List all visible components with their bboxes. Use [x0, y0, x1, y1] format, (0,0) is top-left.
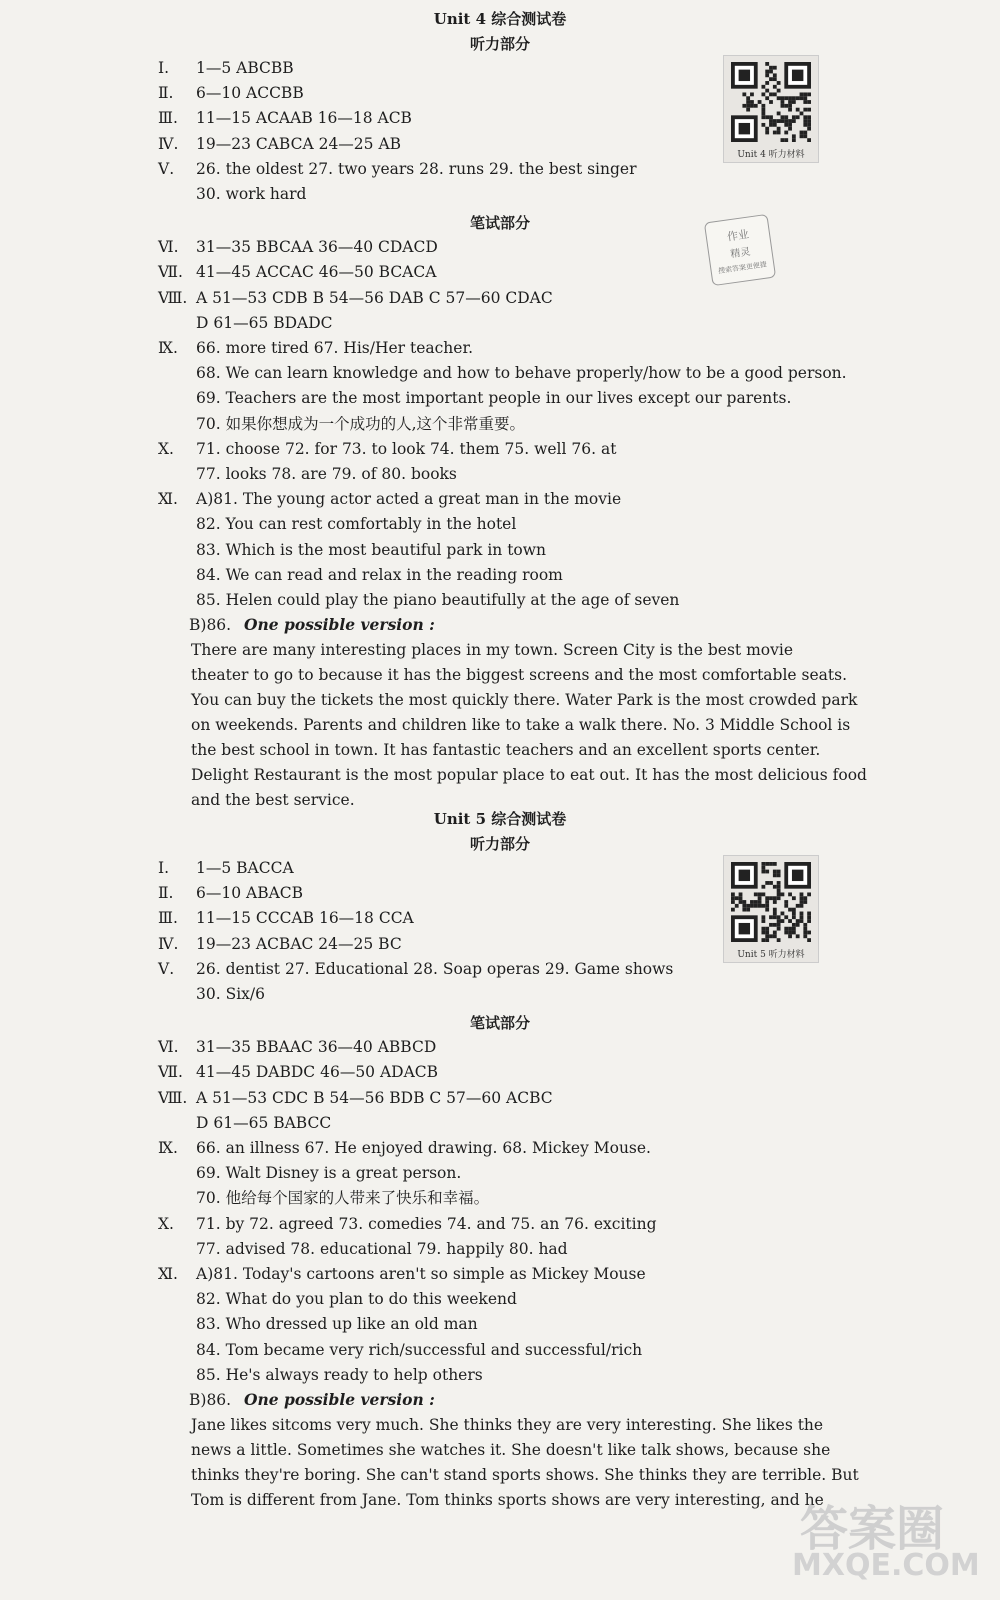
essay-line: There are many interesting places in my town. Screen City is the best movie	[191, 641, 793, 660]
answer-line: 85. Helen could play the piano beautifully at the age of seven	[196, 591, 680, 609]
section-numeral: Ⅵ.	[158, 1038, 179, 1057]
qr-code-icon	[731, 862, 811, 942]
answer-line: 82. What do you plan to do this weekend	[196, 1290, 517, 1309]
section-numeral: Ⅷ.	[158, 1088, 188, 1107]
essay-line: Jane likes sitcoms very much. She thinks they are very interesting. She likes the	[191, 1416, 824, 1434]
section-numeral: Ⅱ.	[158, 84, 174, 103]
answer-line: 68. We can learn knowledge and how to behave properly/how to be a good person.	[196, 364, 847, 383]
section-title: Unit 4 综合测试卷	[433, 10, 567, 28]
answer-line: 11—15 ACAAB 16—18 ACB	[196, 109, 412, 128]
answer-line: 1—5 BACCA	[196, 859, 294, 877]
section-title: Unit 5 综合测试卷	[433, 810, 567, 828]
answer-line: 71. by 72. agreed 73. comedies 74. and 75. an 76. exciting	[196, 1214, 657, 1233]
answer-line: 69. Walt Disney is a great person.	[196, 1164, 462, 1183]
qr-caption: Unit 5 听力材料	[737, 950, 805, 960]
section-numeral: Ⅲ.	[158, 109, 178, 128]
section-numeral: Ⅸ.	[158, 339, 178, 357]
stamp-logo	[704, 214, 776, 286]
essay-line: You can buy the tickets the most quickly there. Water Park is the most crowded park	[191, 691, 858, 710]
qr-code-box[interactable]	[723, 55, 819, 163]
section-numeral: Ⅴ.	[158, 959, 175, 978]
answer-line: 19—23 ACBAC 24—25 BC	[196, 934, 402, 953]
b86-version: One possible version :	[244, 615, 435, 635]
b86-label: B)86.	[189, 1391, 232, 1409]
answer-line: 30. Six/6	[196, 985, 265, 1003]
answer-line: D 61—65 BDADC	[196, 313, 333, 332]
answer-line: 1—5 ABCBB	[196, 59, 294, 77]
answer-line: 70. 如果你想成为一个成功的人,这个非常重要。	[196, 414, 526, 433]
answer-line: 77. advised 78. educational 79. happily 80. had	[196, 1239, 568, 1258]
b86-version: One possible version :	[244, 1390, 435, 1409]
essay-line: the best school in town. It has fantastic teachers and an excellent sports center.	[191, 741, 821, 760]
answer-line: A 51—53 CDB B 54—56 DAB C 57—60 CDAC	[196, 288, 553, 307]
section-numeral: Ⅹ.	[158, 1214, 174, 1233]
section-numeral: Ⅺ.	[158, 1265, 178, 1283]
written-heading: 笔试部分	[469, 214, 530, 233]
answer-line: 41—45 DABDC 46—50 ADACB	[196, 1063, 439, 1082]
watermark-url: MXQE.COM	[792, 1548, 980, 1583]
qr-code-icon	[731, 62, 811, 142]
section-numeral: Ⅶ.	[158, 1063, 183, 1082]
section-numeral: Ⅳ.	[158, 934, 179, 953]
b86-label: B)86.	[189, 616, 232, 635]
essay-line: news a little. Sometimes she watches it. She doesn't like talk shows, because she	[191, 1441, 831, 1459]
section-numeral: Ⅰ.	[158, 59, 170, 77]
listening-heading: 听力部分	[469, 35, 530, 53]
answer-line: 83. Which is the most beautiful park in town	[196, 540, 547, 559]
section-numeral: Ⅵ.	[158, 238, 179, 257]
answer-line: 30. work hard	[196, 185, 307, 203]
essay-line: thinks they're boring. She can't stand sports shows. She thinks they are terrible. But	[191, 1466, 859, 1484]
watermark-logo: 答案圈	[800, 1501, 945, 1557]
answer-line: A)81. Today's cartoons aren't so simple as Mickey Mouse	[196, 1265, 646, 1283]
answer-line: 71. choose 72. for 73. to look 74. them 75. well 76. at	[196, 439, 617, 458]
essay-line: Tom is different from Jane. Tom thinks sports shows are very interesting, and he	[191, 1491, 824, 1509]
answer-line: 70. 他给每个国家的人带来了快乐和幸福。	[196, 1189, 490, 1208]
answer-line: 66. more tired 67. His/Her teacher.	[196, 339, 474, 357]
written-heading: 笔试部分	[469, 1014, 530, 1033]
answer-line: 84. We can read and relax in the reading room	[196, 565, 563, 584]
answer-line: A 51—53 CDC B 54—56 BDB C 57—60 ACBC	[196, 1088, 553, 1107]
answer-line: 82. You can rest comfortably in the hotel	[196, 515, 517, 534]
answer-line: 77. looks 78. are 79. of 80. books	[196, 465, 457, 483]
answer-line: 11—15 CCCAB 16—18 CCA	[196, 909, 414, 928]
essay-line: Delight Restaurant is the most popular place to eat out. It has the most delicious food	[191, 766, 867, 785]
section-numeral: Ⅷ.	[158, 288, 188, 307]
section-numeral: Ⅲ.	[158, 909, 178, 928]
section-numeral: Ⅺ.	[158, 490, 178, 509]
section-numeral: Ⅹ.	[158, 439, 174, 458]
answer-line: 6—10 ABACB	[196, 884, 304, 903]
answer-line: 6—10 ACCBB	[196, 84, 304, 103]
answer-line: 19—23 CABCA 24—25 AB	[196, 134, 402, 153]
essay-line: theater to go to because it has the biggest screens and the most comfortable seats.	[191, 666, 848, 685]
answer-line: 31—35 BBCAA 36—40 CDACD	[196, 238, 438, 257]
stamp-text: 搜索答案更便捷	[717, 260, 768, 276]
answer-line: 41—45 ACCAC 46—50 BCACA	[196, 263, 437, 282]
qr-caption: Unit 4 听力材料	[737, 150, 805, 160]
answer-line: 31—35 BBAAC 36—40 ABBCD	[196, 1038, 437, 1057]
section-numeral: Ⅳ.	[158, 134, 179, 153]
answer-line: 69. Teachers are the most important people in our lives except our parents.	[196, 389, 792, 408]
answer-line: 85. He's always ready to help others	[196, 1365, 483, 1384]
section-numeral: Ⅶ.	[158, 263, 183, 282]
answer-line: 26. dentist 27. Educational 28. Soap operas 29. Game shows	[196, 959, 674, 978]
section-numeral: Ⅱ.	[158, 884, 174, 903]
stamp-text: 作业	[726, 227, 750, 244]
section-numeral: Ⅸ.	[158, 1139, 178, 1157]
answer-line: 66. an illness 67. He enjoyed drawing. 68. Mickey Mouse.	[196, 1139, 651, 1157]
answer-line: 26. the oldest 27. two years 28. runs 29. the best singer	[196, 159, 637, 178]
answer-line: 83. Who dressed up like an old man	[196, 1315, 478, 1334]
section-numeral: Ⅴ.	[158, 159, 175, 178]
answer-line: 84. Tom became very rich/successful and successful/rich	[196, 1340, 643, 1359]
qr-code-box[interactable]	[723, 855, 819, 963]
listening-heading: 听力部分	[469, 835, 530, 853]
answer-line: D 61—65 BABCC	[196, 1113, 332, 1132]
section-numeral: Ⅰ.	[158, 859, 170, 877]
essay-line: on weekends. Parents and children like to take a walk there. No. 3 Middle School is	[191, 716, 851, 735]
essay-line: and the best service.	[191, 791, 355, 810]
stamp-text: 精灵	[729, 246, 752, 261]
answer-line: A)81. The young actor acted a great man in the movie	[196, 490, 622, 509]
